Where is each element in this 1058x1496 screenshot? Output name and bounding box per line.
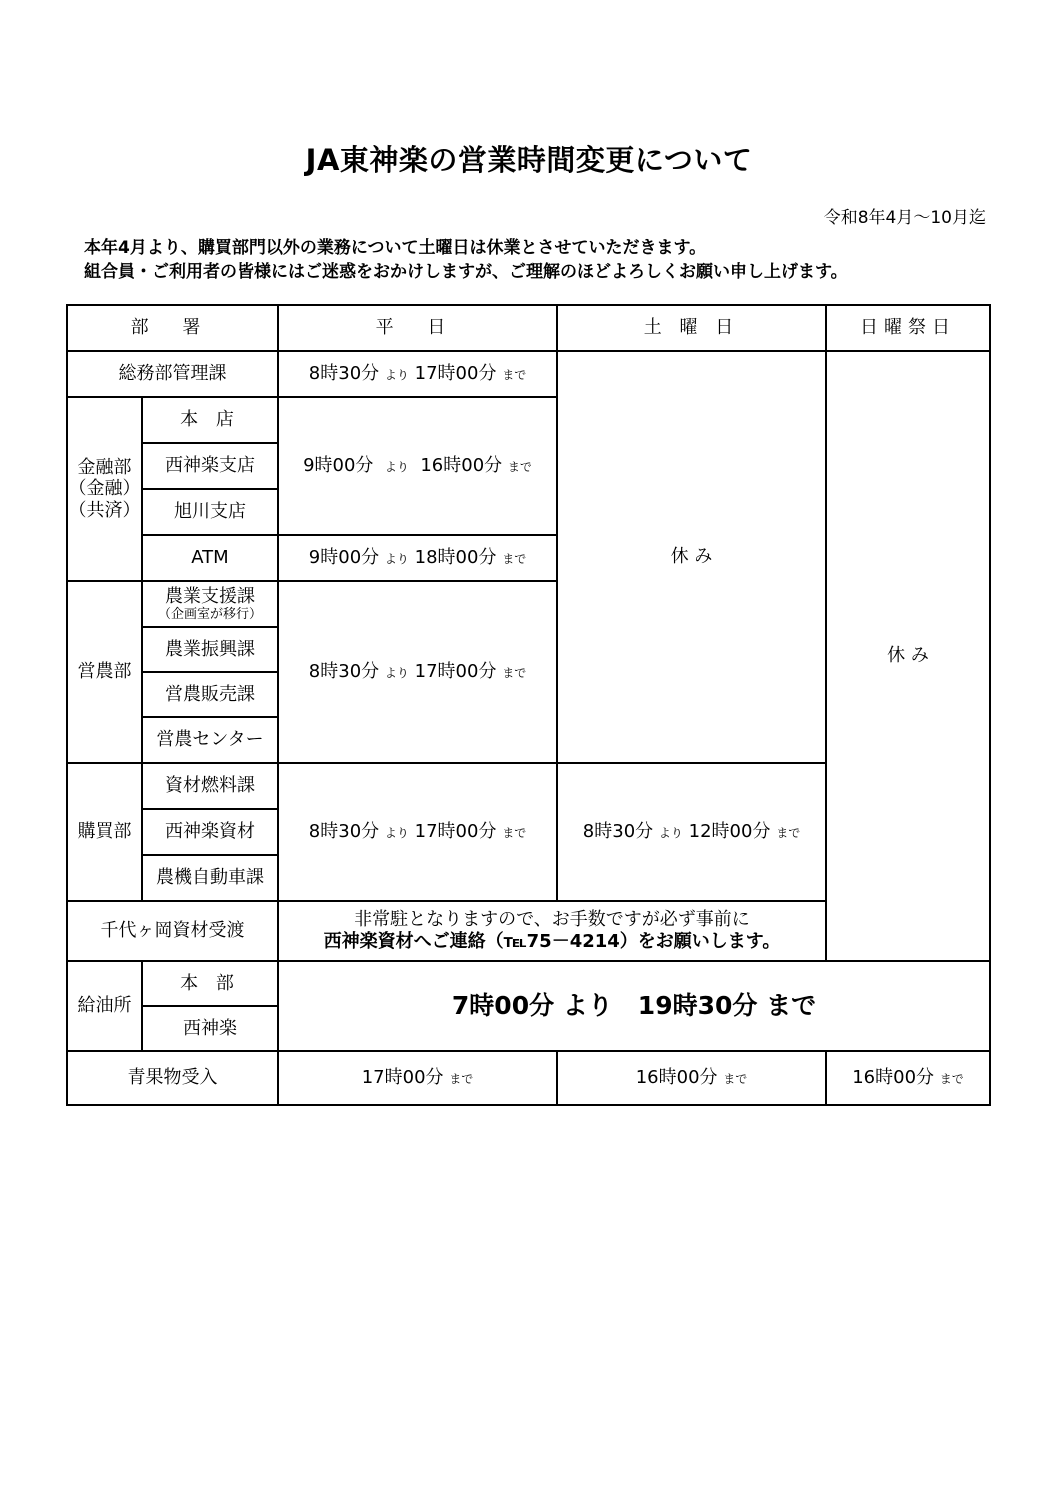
notice-line-2: 組合員・ご利用者の皆様にはご迷惑をおかけしますが、ご理解のほどよろしくお願い申し上げます。 [84,262,848,282]
kinyu-branch-honten: 本 店 [142,397,278,443]
kinyu-branch-asahikawa: 旭川支店 [142,489,278,535]
koubai-unit-shizai: 資材燃料課 [142,763,278,809]
group-koubai: 購買部 [67,763,142,901]
kinyu-branch-hours: 9時00分 より 16時00分 まで [278,397,557,535]
hours-table [66,304,991,1106]
kyuyu-hours: 7時00分 より 19時30分 まで [278,961,990,1051]
seika-sunday: 16時00分 まで [826,1051,990,1105]
kyuyu-unit-nishikagura: 西神楽 [142,1006,278,1051]
header-row [67,305,990,351]
soumu-weekday-hours: 8時30分 より 17時00分 まで [278,351,557,397]
kyuyu-unit-honbu: 本 部 [142,961,278,1006]
table-row [67,351,990,397]
koubai-saturday-hours: 8時30分 より 12時00分 まで [557,763,826,901]
saturday-closed: 休 み [557,351,826,763]
notice-line-1: 本年4月より、購買部門以外の業務について土曜日は休業とさせていただきます。 [84,238,707,258]
koubai-weekday-hours: 8時30分 より 17時00分 まで [278,763,557,901]
chiyogaoka-note: 非常駐となりますので、お手数ですが必ず事前に 西神楽資材へご連絡（℡75－4214）をお願いします。 [278,901,826,961]
group-kyuyu: 給油所 [67,961,142,1051]
notice [84,236,848,284]
kinyu-branch-nishikagura: 西神楽支店 [142,443,278,489]
einou-unit-shien: 農業支援課 （企画室が移行） [142,581,278,627]
header-sunday-holiday: 日曜祭日 [826,305,990,351]
atm-hours: 9時00分 より 18時00分 まで [278,535,557,581]
koubai-unit-nouki: 農機自動車課 [142,855,278,901]
dept-seika: 青果物受入 [67,1051,278,1105]
header-weekday: 平 日 [278,305,557,351]
period-label: 令和8年4月～10月迄 [823,208,986,228]
kinyu-atm: ATM [142,535,278,581]
table-row [67,1051,990,1105]
einou-unit-shinkou: 農業振興課 [142,627,278,672]
seika-saturday: 16時00分 まで [557,1051,826,1105]
table-row [67,961,990,1006]
seika-weekday: 17時00分 まで [278,1051,557,1105]
dept-chiyogaoka: 千代ヶ岡資材受渡 [67,901,278,961]
einou-unit-hanbai: 営農販売課 [142,672,278,717]
header-dept: 部 署 [67,305,278,351]
koubai-unit-nishikagura: 西神楽資材 [142,809,278,855]
einou-unit-center: 営農センター [142,717,278,763]
dept-soumu: 総務部管理課 [67,351,278,397]
header-saturday: 土 曜 日 [557,305,826,351]
group-einou: 営農部 [67,581,142,763]
page-title: JA東神楽の営業時間変更について [305,143,753,177]
sunday-closed: 休 み [826,351,990,961]
group-kinyu: 金融部 （金融） （共済） [67,397,142,581]
einou-weekday-hours: 8時30分 より 17時00分 まで [278,581,557,763]
